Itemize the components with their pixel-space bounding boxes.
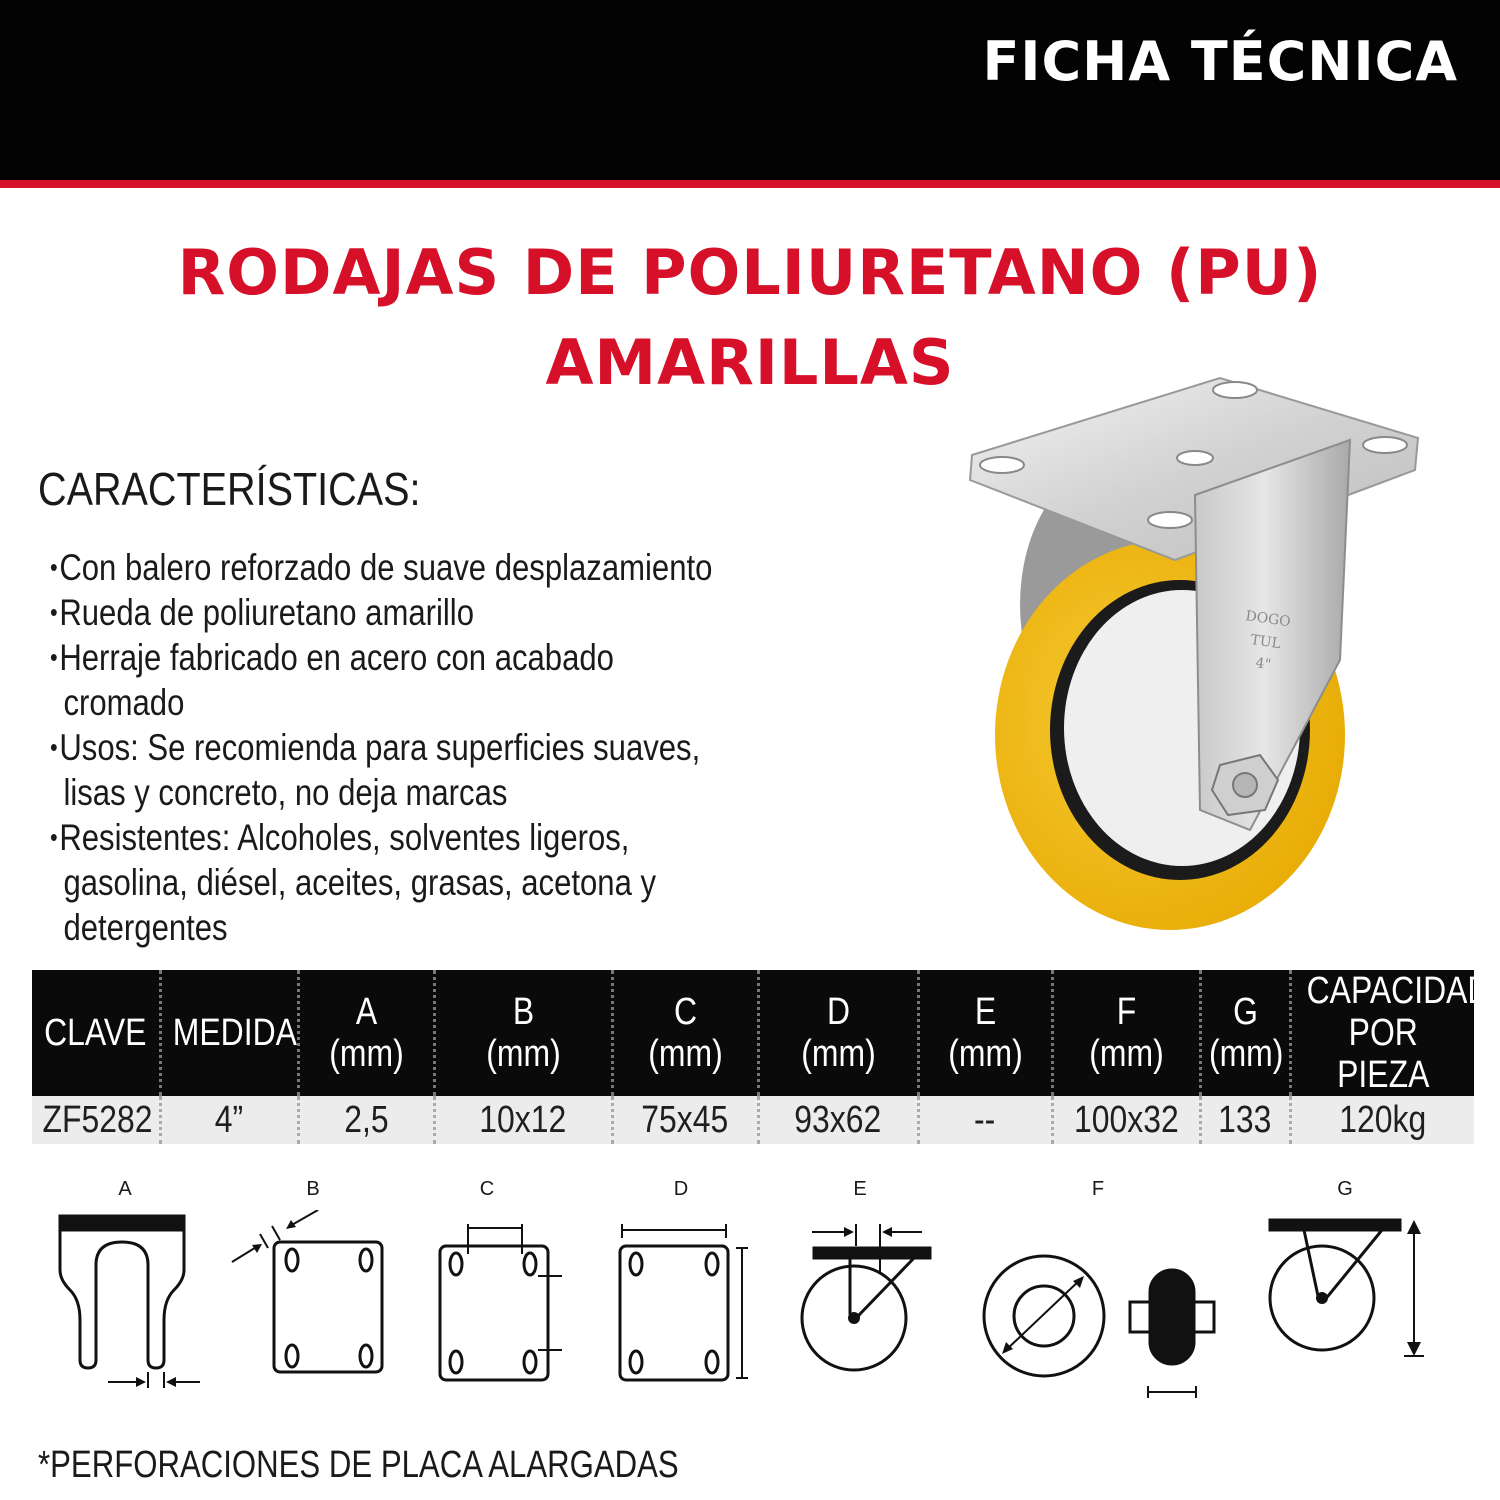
- cell-g: 133: [1200, 1096, 1290, 1144]
- footnote: *PERFORACIONES DE PLACA ALARGADAS: [38, 1444, 679, 1486]
- column-header-medida: MEDIDA: [160, 970, 298, 1096]
- diagram-label-f: F: [1091, 1178, 1105, 1200]
- diagram-e: [780, 1178, 940, 1408]
- wheel-size-icon: [978, 1210, 1218, 1405]
- column-header-f: F (mm): [1052, 970, 1200, 1096]
- page-header-title: FICHA TÉCNICA: [982, 30, 1458, 93]
- feature-item: • Resistentes: Alcoholes, solventes ligeros, gasolina, diésel, aceites, grasas, acetona y detergentes: [50, 815, 722, 950]
- diagram-a: [50, 1178, 200, 1408]
- diagram-label-d: D: [673, 1178, 689, 1200]
- product-title-line2: AMARILLAS: [545, 326, 955, 399]
- column-header-capacidad: CAPACIDAD POR PIEZA: [1290, 970, 1474, 1096]
- feature-item: • Usos: Se recomienda para superficies suaves, lisas y concreto, no deja marcas: [50, 725, 722, 815]
- cell-c: 75x45: [612, 1096, 758, 1144]
- diagram-label-b: B: [306, 1178, 320, 1200]
- cell-f: 100x32: [1052, 1096, 1200, 1144]
- feature-item: • Herraje fabricado en acero con acabado cromado: [50, 635, 722, 725]
- feature-item: • Rueda de poliuretano amarillo: [50, 590, 722, 635]
- diagram-label-g: G: [1337, 1178, 1353, 1200]
- diagram-label-e: E: [853, 1178, 867, 1200]
- column-header-e: E (mm): [918, 970, 1052, 1096]
- cell-a: 2,5: [298, 1096, 434, 1144]
- cell-clave: ZF5282: [32, 1096, 160, 1144]
- column-header-c: C (mm): [612, 970, 758, 1096]
- table-header-row: [32, 970, 1474, 1096]
- diagram-f: [978, 1178, 1218, 1408]
- features-list: [50, 545, 722, 950]
- caster-wheel-image: [960, 370, 1430, 940]
- diagram-c: [412, 1178, 562, 1408]
- product-title-line1: RODAJAS DE POLIURETANO (PU): [177, 236, 1323, 309]
- cell-medida: 4”: [160, 1096, 298, 1144]
- diagram-d: [606, 1178, 756, 1408]
- spec-table: [32, 970, 1490, 1144]
- column-header-clave: CLAVE: [32, 970, 160, 1096]
- slot-dimension-icon: [50, 1210, 200, 1405]
- column-header-g: G (mm): [1200, 970, 1290, 1096]
- plate-size-icon: [606, 1210, 756, 1405]
- svg-text:DOGO: DOGO: [1244, 608, 1292, 631]
- cell-capacidad: 120kg: [1290, 1096, 1474, 1144]
- diagram-b: [228, 1178, 398, 1408]
- diagram-g: [1260, 1178, 1430, 1408]
- svg-text:TUL: TUL: [1249, 632, 1282, 653]
- cell-b: 10x12: [434, 1096, 612, 1144]
- features-heading: CARACTERÍSTICAS:: [38, 463, 421, 515]
- header-accent-line: [0, 180, 1500, 188]
- column-header-d: D (mm): [758, 970, 918, 1096]
- table-row: [32, 1096, 1474, 1144]
- cell-e: --: [918, 1096, 1052, 1144]
- hole-size-icon: [228, 1210, 398, 1405]
- column-header-b: B (mm): [434, 970, 612, 1096]
- height-icon: [1260, 1210, 1430, 1405]
- diagram-label-c: C: [479, 1178, 495, 1200]
- offset-icon: [780, 1210, 940, 1405]
- hole-spacing-icon: [412, 1210, 562, 1405]
- diagram-label-a: A: [118, 1178, 132, 1200]
- feature-item: • Con balero reforzado de suave desplazamiento: [50, 545, 722, 590]
- svg-text:4": 4": [1254, 655, 1272, 674]
- cell-d: 93x62: [758, 1096, 918, 1144]
- column-header-a: A (mm): [298, 970, 434, 1096]
